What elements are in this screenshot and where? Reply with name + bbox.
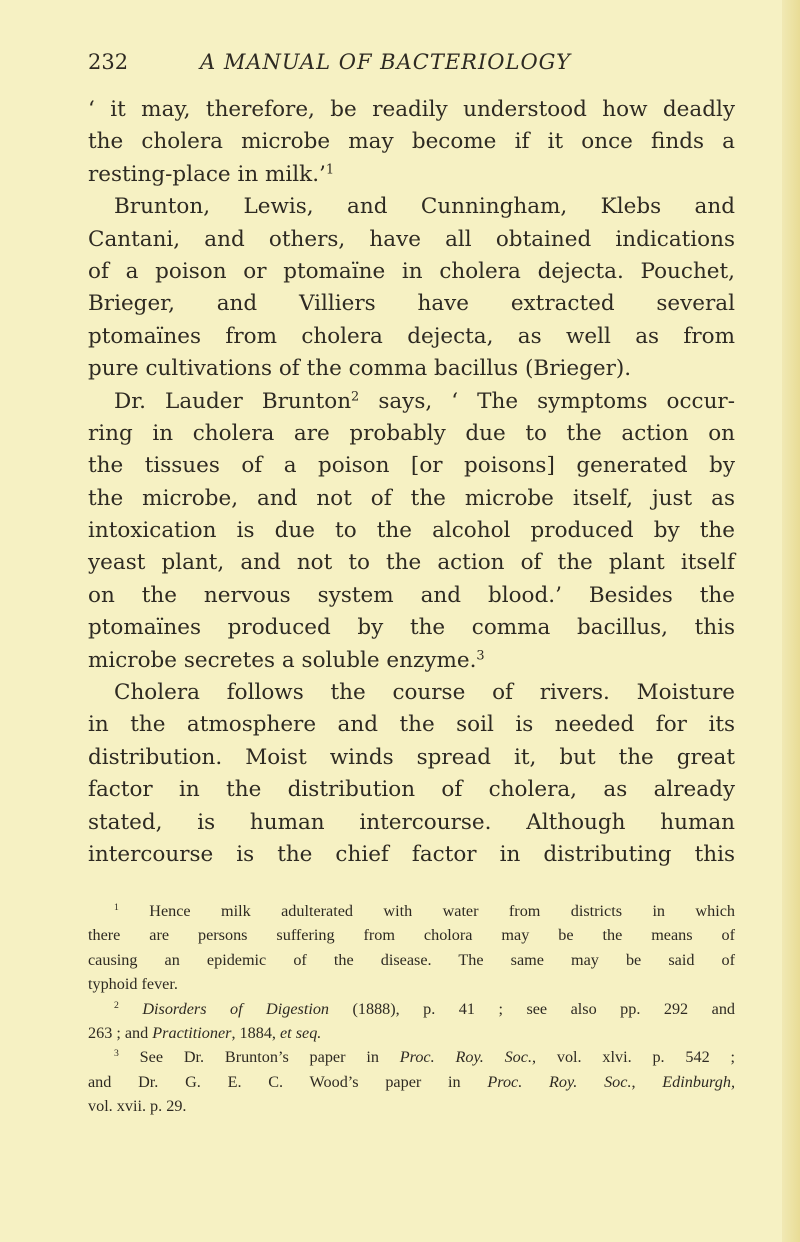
text-segment: Dr. Lauder Brunton (114, 388, 352, 414)
text-segment: of a poison or ptomaïne in cholera dejecta. Pouchet, (88, 258, 735, 284)
text-segment: See Dr. Brunton’s paper in (118, 1048, 400, 1067)
footnotes (88, 899, 735, 1119)
text-line (88, 256, 735, 288)
footnote-line (88, 1021, 735, 1045)
text-line (88, 580, 735, 612)
text-line (88, 547, 735, 579)
footnote-marker: 1 (325, 162, 335, 178)
footnote-line (88, 899, 735, 923)
footnote-line (88, 948, 735, 972)
text-segment: intoxication is due to the alcohol produced by the (88, 518, 735, 544)
text-segment: 263 ; and (88, 1023, 153, 1042)
text-line (88, 839, 735, 871)
text-segment: in the atmosphere and the soil is needed for its (88, 712, 735, 738)
text-segment: there are persons suffering from cholora may be the means of (88, 926, 735, 945)
text-line (88, 159, 735, 191)
text-line (88, 94, 735, 126)
text-segment: on the nervous system and blood.’ Besides the (88, 582, 735, 608)
text-segment: vol. xvii. p. 29. (88, 1097, 187, 1116)
text-line (88, 742, 735, 774)
text-segment: , vol. xlvi. p. 542 ; (532, 1048, 735, 1067)
text-line (88, 191, 735, 223)
footnote-marker: 3 (114, 1048, 119, 1060)
footnote-line (88, 1045, 735, 1069)
text-segment: distribution. Moist winds spread it, but the great (88, 744, 735, 770)
footnote-line (88, 1094, 735, 1118)
text-line (88, 386, 735, 418)
italic-text: Edinburgh, (662, 1072, 735, 1091)
footnote-marker: 3 (476, 647, 485, 663)
text-segment: microbe secretes a soluble enzyme. (88, 647, 477, 673)
text-segment: and Dr. G. E. C. Wood’s paper in (88, 1072, 488, 1091)
text-segment: ptomaïnes produced by the comma bacillus, this (88, 615, 735, 641)
text-segment (119, 1000, 142, 1018)
text-segment: ‘ it may, therefore, be readily understood how deadly (88, 97, 735, 122)
text-segment: stated, is human intercourse. Although human (88, 809, 735, 835)
text-line (88, 224, 735, 256)
italic-text: Disorders of Digestion (142, 999, 330, 1018)
text-line (88, 612, 735, 644)
text-line (88, 321, 735, 353)
text-segment: the cholera microbe may become if it once finds a (88, 129, 735, 155)
text-segment: resting-place in milk.’ (88, 161, 326, 187)
footnote-line (88, 972, 735, 996)
text-segment: (1888), p. 41 ; see also pp. 292 and (329, 999, 736, 1018)
text-segment: factor in the distribution of cholera, as already (88, 777, 735, 803)
text-segment: Cholera follows the course of rivers. Moisture (114, 680, 735, 706)
text-segment: causing an epidemic of the disease. The same may be said of (88, 950, 735, 969)
footnote-line (88, 923, 735, 947)
text-segment: ptomaïnes from cholera dejecta, as well as from (88, 323, 735, 349)
text-line (88, 807, 735, 839)
footnote-marker: 2 (351, 388, 360, 404)
footnote-line (88, 1070, 735, 1094)
running-title: A MANUAL OF BACTERIOLOGY (200, 50, 571, 74)
text-segment: Hence milk adulterated with water from districts in which (118, 902, 735, 920)
text-segment: yeast plant, and not to the action of the plant itself (88, 550, 735, 576)
text-segment: the tissues of a poison [or poisons] generated by (88, 453, 735, 479)
body-text (88, 94, 735, 871)
text-segment: , 1884, (231, 1023, 280, 1042)
footnote-marker: 2 (114, 999, 119, 1011)
italic-text: Practitioner (152, 1023, 232, 1042)
text-segment: Cantani, and others, have all obtained indications (88, 226, 735, 252)
text-line (88, 515, 735, 547)
text-line (88, 450, 735, 482)
text-line (88, 483, 735, 515)
footnote-line (88, 997, 735, 1021)
text-segment: ring in cholera are probably due to the action on (88, 420, 735, 446)
text-line (88, 288, 735, 320)
text-segment: typhoid fever. (88, 975, 178, 994)
text-line (88, 645, 735, 677)
italic-text: Proc. Roy. Soc. (399, 1048, 533, 1067)
text-line (88, 709, 735, 741)
text-segment: the microbe, and not of the microbe itself, just as (88, 485, 735, 511)
text-line (88, 677, 735, 709)
text-segment: , (631, 1072, 663, 1091)
text-line (88, 353, 735, 385)
page-header (88, 50, 738, 80)
italic-text: et seq. (280, 1023, 322, 1042)
text-line (88, 126, 735, 158)
page-number: 232 (88, 50, 129, 74)
text-segment: pure cultivations of the comma bacillus (Brieger). (88, 356, 632, 382)
text-segment: intercourse is the chief factor in distributing this (88, 841, 735, 867)
page-edge-shadow (782, 0, 800, 1242)
footnote-marker: 1 (114, 902, 119, 914)
text-segment: Brunton, Lewis, and Cunningham, Klebs and (114, 194, 735, 220)
text-segment: says, ‘ The symptoms occur- (359, 388, 735, 414)
text-line (88, 774, 735, 806)
italic-text: Proc. Roy. Soc. (487, 1072, 632, 1091)
text-line (88, 418, 735, 450)
text-segment: Brieger, and Villiers have extracted several (88, 291, 735, 317)
